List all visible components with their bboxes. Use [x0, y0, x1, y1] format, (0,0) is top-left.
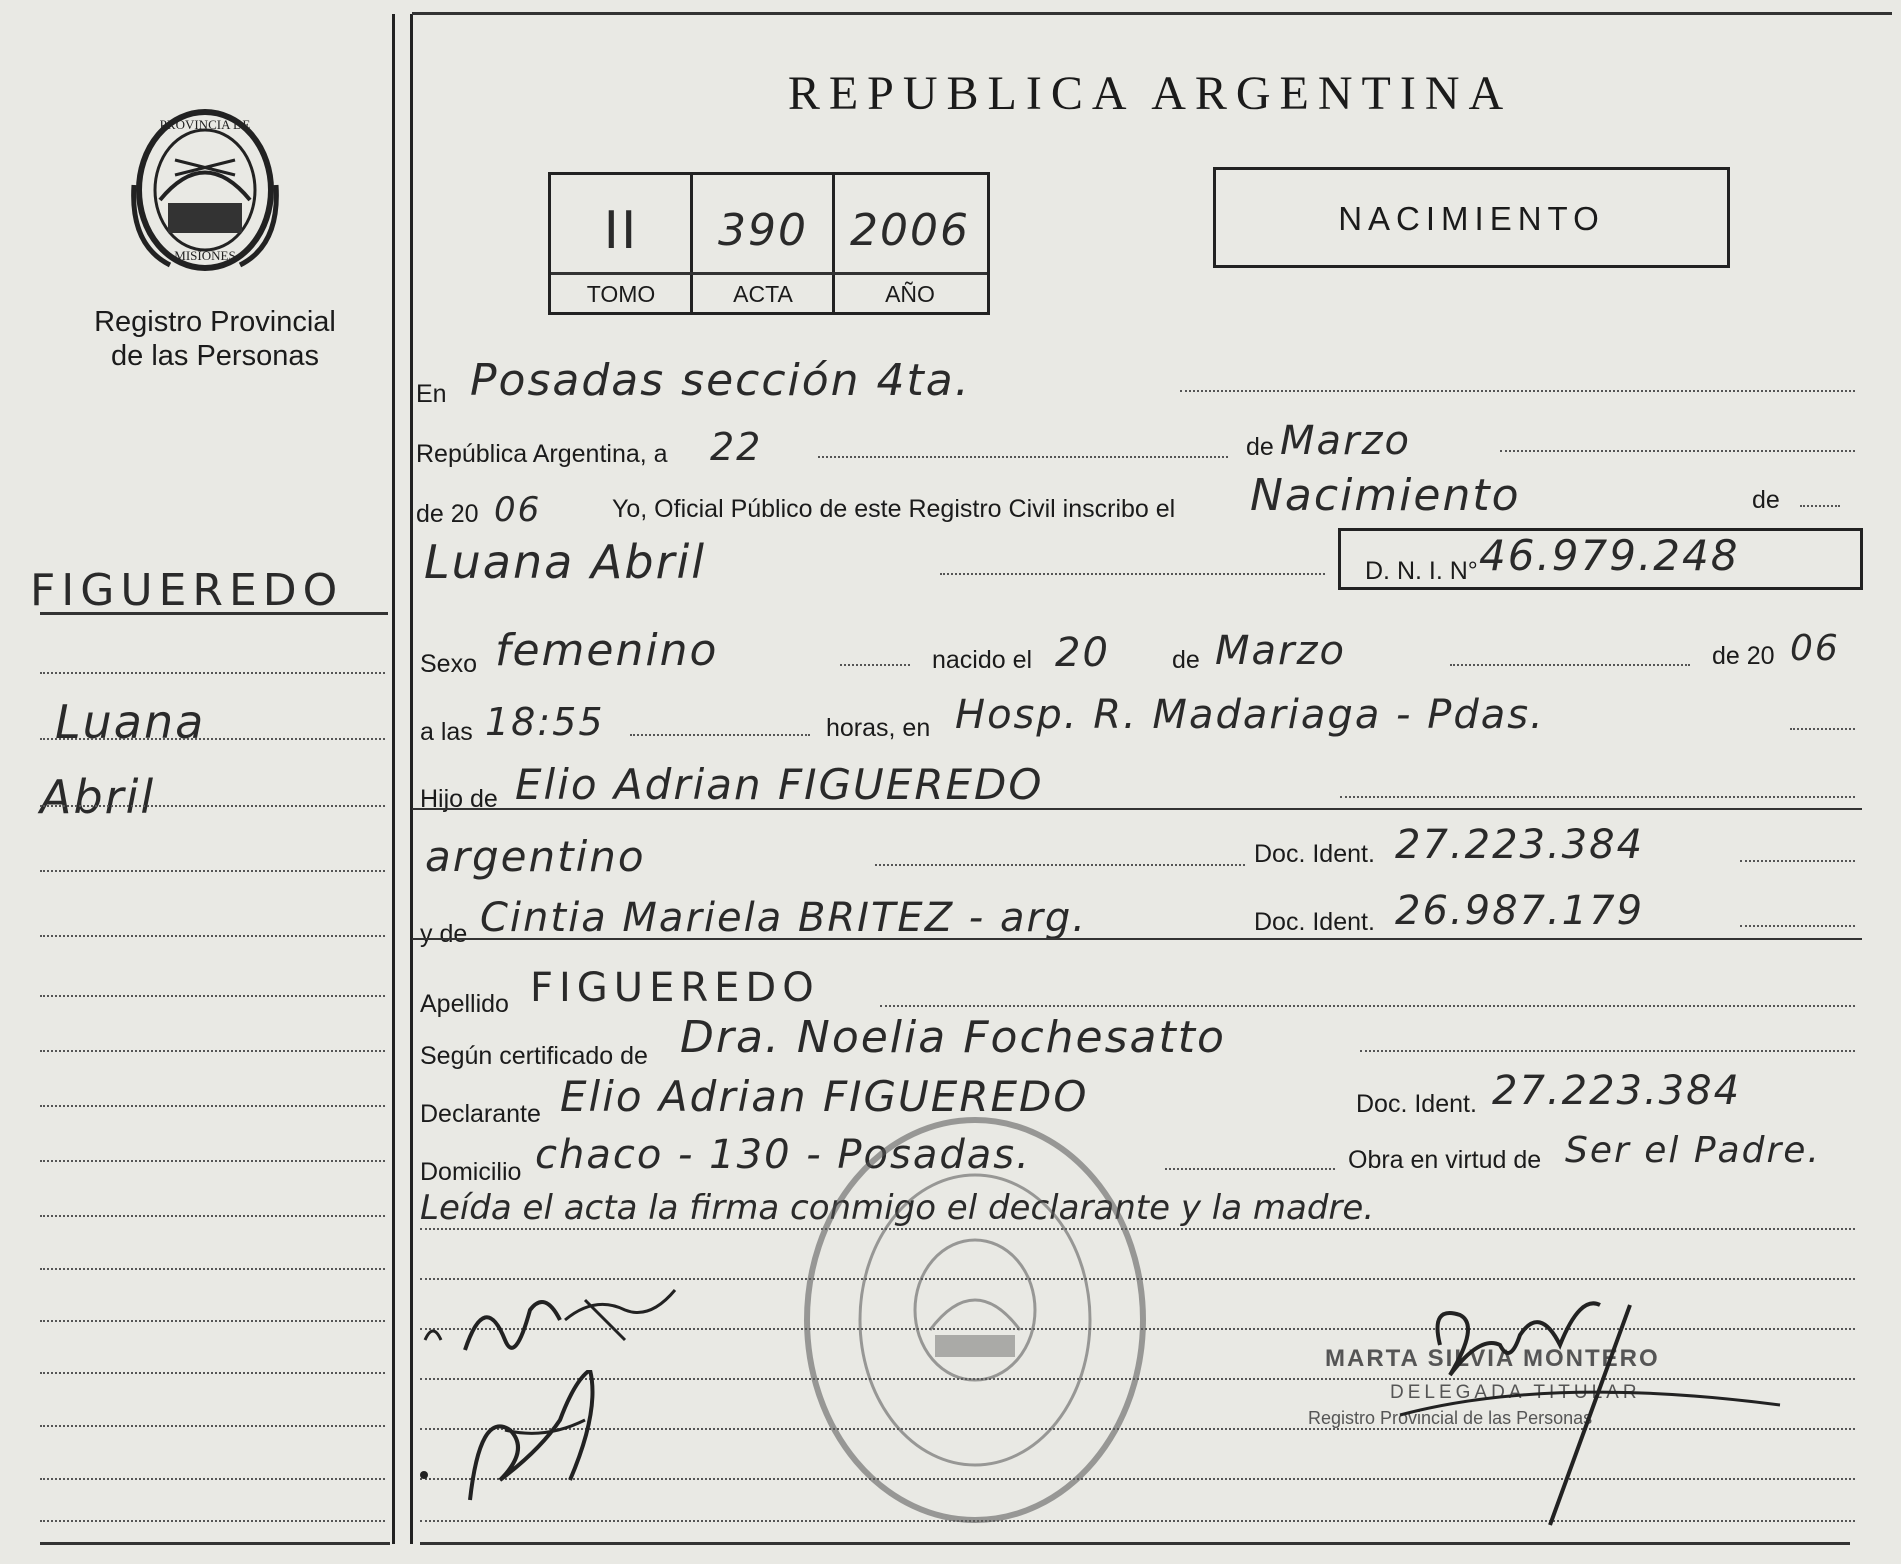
- dni-value: 46.979.248: [1479, 531, 1740, 580]
- value-birth-year: 06: [1790, 628, 1840, 669]
- bottom-rule-main: [420, 1542, 1850, 1545]
- label-doc-declarante: Doc. Ident.: [1356, 1090, 1477, 1118]
- delegate-stamp-name: MARTA SILVIA MONTERO: [1325, 1345, 1660, 1372]
- value-domicilio: chaco - 130 - Posadas.: [535, 1132, 1031, 1178]
- margin-given-name-2: Abril: [40, 770, 156, 824]
- margin-dotted-line: [40, 870, 385, 872]
- label-republica: República Argentina, a: [416, 440, 668, 468]
- label-domicilio: Domicilio: [420, 1158, 522, 1186]
- value-doc-mother: 26.987.179: [1395, 888, 1645, 934]
- label-y-de: y de: [420, 920, 468, 948]
- line-certificado: [1360, 1050, 1855, 1052]
- label-obra: Obra en virtud de: [1348, 1146, 1542, 1174]
- handwritten-initials-mark: [415, 1280, 685, 1370]
- handwritten-signature-left: [410, 1370, 640, 1510]
- value-doc-father: 27.223.384: [1395, 822, 1645, 868]
- registry-name-line2: de las Personas: [111, 340, 319, 372]
- value-nationality: argentino: [425, 832, 646, 881]
- value-month: Marzo: [1280, 418, 1411, 464]
- seal-bottom-text: MISIONES: [174, 248, 236, 263]
- dni-label: D. N. I. N°: [1365, 557, 1478, 585]
- margin-given-name-1: Luana: [55, 695, 206, 749]
- label-yo: Yo, Oficial Público de este Registro Civil inscribo el: [612, 495, 1176, 523]
- value-act: Nacimiento: [1250, 470, 1521, 521]
- margin-dotted-line: [40, 1425, 385, 1427]
- value-hour: 18:55: [485, 700, 605, 744]
- value-declarante: Elio Adrian FIGUEREDO: [560, 1072, 1089, 1121]
- label-a-las: a las: [420, 718, 473, 746]
- label-sexo: Sexo: [420, 650, 477, 678]
- label-de-20: de 20: [416, 500, 479, 528]
- line-nationality: [875, 864, 1245, 866]
- line-sexo: [840, 664, 910, 666]
- table-divider: [551, 272, 987, 275]
- margin-dotted-line: [40, 1160, 385, 1162]
- margin-dotted-line: [40, 1478, 385, 1480]
- margin-dotted-line: [40, 1105, 385, 1107]
- value-leida: Leída el acta la firma conmigo el declarante y la madre.: [420, 1188, 1375, 1228]
- record-type-box: [1213, 167, 1730, 268]
- line-place: [1180, 390, 1855, 392]
- line-day: [818, 456, 1228, 458]
- line-father: [1340, 796, 1855, 798]
- label-horas: horas, en: [826, 714, 931, 742]
- anio-value: 2006: [850, 205, 970, 256]
- line-doc-mother: [1740, 925, 1855, 927]
- acta-label: ACTA: [733, 281, 793, 307]
- delegate-stamp-title: DELEGADA TITULAR: [1390, 1382, 1641, 1403]
- line-apellido: [880, 1005, 1855, 1007]
- margin-dotted-line: [40, 995, 385, 997]
- label-de-act: de: [1752, 486, 1780, 514]
- label-nacido: nacido el: [932, 646, 1033, 674]
- acta-value: 390: [718, 205, 808, 256]
- seal-top-text: PROVINCIA DE: [159, 117, 251, 132]
- line-birth-place: [1790, 728, 1855, 730]
- margin-dotted-line: [40, 1372, 385, 1374]
- rule-after-mother: [412, 938, 1862, 940]
- tomo-value: II: [603, 201, 639, 261]
- value-doc-declarante: 27.223.384: [1492, 1068, 1742, 1114]
- top-rule: [412, 12, 1892, 15]
- margin-dotted-line: [40, 1050, 385, 1052]
- main-column-border: [410, 14, 413, 1544]
- label-doc-mother: Doc. Ident.: [1254, 908, 1375, 936]
- provincial-seal-logo: [130, 105, 280, 275]
- label-segun: Según certificado de: [420, 1042, 648, 1070]
- left-column-border: [392, 14, 395, 1544]
- line-doc-father: [1740, 860, 1855, 862]
- value-birth-place: Hosp. R. Madariaga - Pdas.: [955, 692, 1545, 738]
- bottom-rule-left: [40, 1542, 390, 1545]
- tomo-label: TOMO: [586, 281, 656, 307]
- country-title: REPUBLICA ARGENTINA: [787, 67, 1513, 120]
- line-child-name: [940, 573, 1325, 575]
- anio-label: AÑO: [885, 281, 935, 307]
- label-apellido: Apellido: [420, 990, 509, 1018]
- value-certificado: Dra. Noelia Fochesatto: [680, 1012, 1226, 1063]
- value-child-name: Luana Abril: [424, 535, 707, 589]
- margin-dotted-line: [40, 1520, 385, 1522]
- value-mother: Cintia Mariela BRITEZ - arg.: [480, 895, 1088, 941]
- label-hijo: Hijo de: [420, 785, 498, 813]
- label-doc-father: Doc. Ident.: [1254, 840, 1375, 868]
- margin-dotted-line: [40, 738, 385, 740]
- dni-box: [1338, 528, 1863, 590]
- margin-dotted-line: [40, 805, 385, 807]
- margin-dotted-line: [40, 1320, 385, 1322]
- record-type-label: NACIMIENTO: [1338, 200, 1605, 237]
- value-apellido: FIGUEREDO: [530, 965, 820, 1011]
- official-round-stamp: [800, 1110, 1150, 1530]
- value-father: Elio Adrian FIGUEREDO: [515, 760, 1044, 809]
- label-de-month: de: [1246, 433, 1274, 461]
- value-birth-day: 20: [1055, 630, 1110, 676]
- line-hour: [630, 734, 810, 736]
- delegate-stamp-office: Registro Provincial de las Personas: [1308, 1408, 1593, 1428]
- value-sexo: femenino: [495, 625, 719, 676]
- record-number-table: [548, 172, 990, 315]
- line-month: [1500, 450, 1855, 452]
- margin-dotted-line: [40, 1268, 385, 1270]
- value-birth-month: Marzo: [1215, 628, 1346, 674]
- value-year-suffix: 06: [494, 490, 542, 530]
- line-domicilio: [1165, 1168, 1335, 1170]
- label-declarante: Declarante: [420, 1100, 541, 1128]
- margin-dotted-line: [40, 672, 385, 674]
- margin-dotted-line: [40, 1215, 385, 1217]
- line-act: [1800, 505, 1840, 507]
- label-de-birth-month: de: [1172, 646, 1200, 674]
- margin-surname: FIGUEREDO: [30, 565, 344, 616]
- label-en: En: [416, 380, 447, 408]
- label-de-20b: de 20: [1712, 642, 1775, 670]
- margin-dotted-line: [40, 935, 385, 937]
- handwritten-signature-official: [1380, 1285, 1800, 1535]
- value-place: Posadas sección 4ta.: [470, 355, 971, 406]
- margin-surname-underline: [40, 612, 388, 615]
- registry-name-line1: Registro Provincial: [94, 306, 336, 338]
- value-obra: Ser el Padre.: [1565, 1130, 1821, 1171]
- rule-after-father: [412, 808, 1862, 810]
- value-day: 22: [710, 425, 763, 469]
- line-birth-month: [1450, 664, 1690, 666]
